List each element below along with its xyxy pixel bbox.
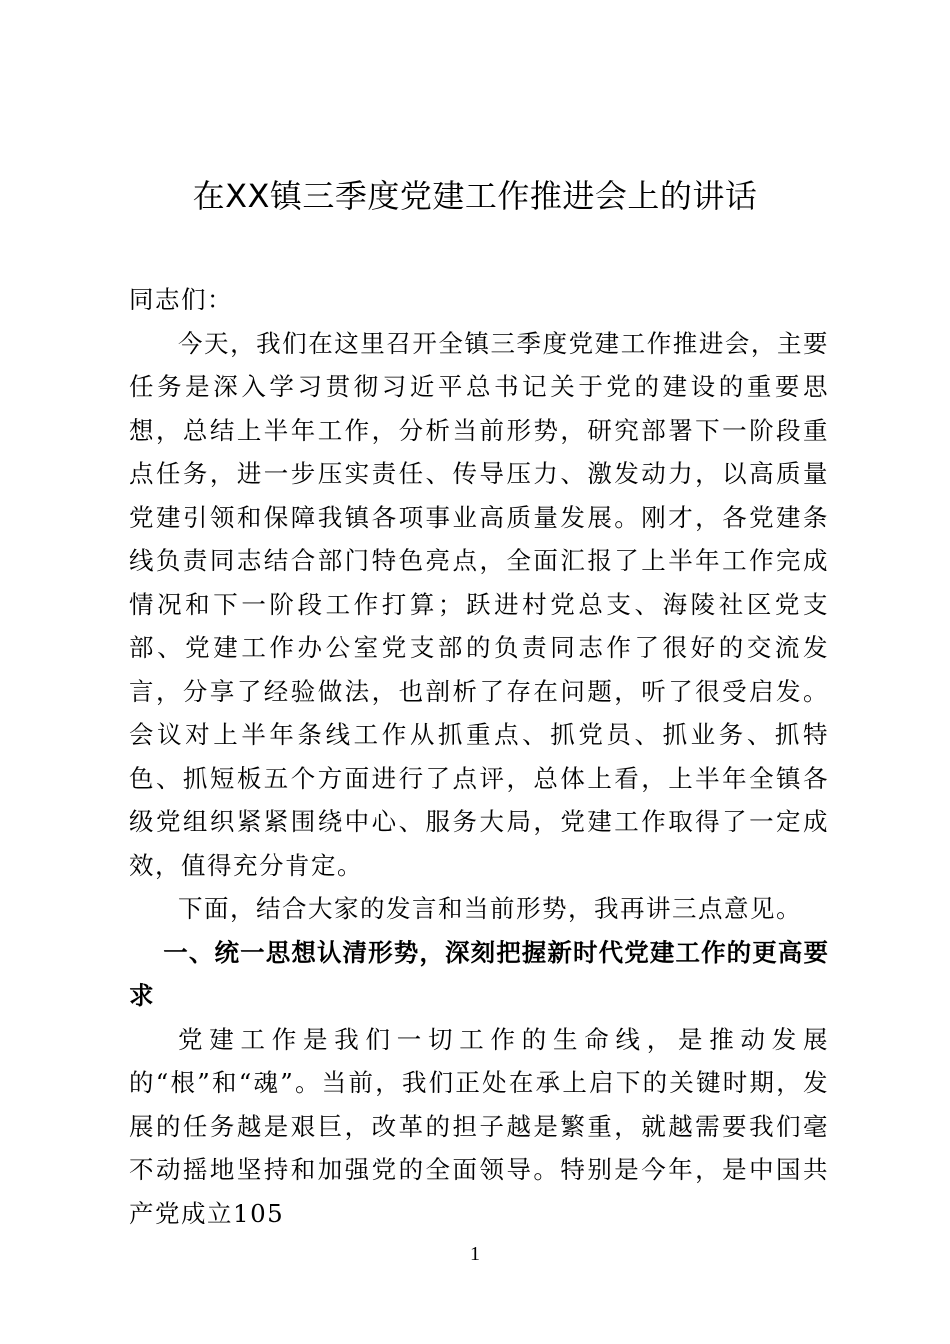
page-number: 1	[470, 1243, 480, 1265]
salutation: 同志们：	[129, 285, 233, 314]
paragraph-transition: 下面，结合大家的发言和当前形势，我再讲三点意见。	[178, 894, 802, 923]
document-body	[129, 278, 829, 1235]
document-title: 在XX镇三季度党建工作推进会上的讲话	[192, 177, 758, 215]
paragraph-section-one: 党建工作是我们一切工作的生命线，是推动发展的“根”和“魂”。当前，我们正处在承上启下的关键时期，发展的任务越是艰巨，改革的担子越是繁重，就越需要我们毫不动摇地坚持和加强党的全面领导。特别是今年，是中国共产党成立105	[129, 1024, 829, 1228]
section-heading: 一、统一思想认清形势，深刻把握新时代党建工作的更高要求	[129, 937, 829, 1010]
paragraph-opening: 今天，我们在这里召开全镇三季度党建工作推进会，主要任务是深入学习贯彻习近平总书记关于党的建设的重要思想，总结上半年工作，分析当前形势，研究部署下一阶段重点任务，进一步压实责任、传导压力、激发动力，以高质量党建引领和保障我镇各项事业高质量发展。刚才，各党建条线负责同志结合部门特色亮点，全面汇报了上半年工作完成情况和下一阶段工作打算；跃进村党总支、海陵社区党支部、党建工作办公室党支部的负责同志作了很好的交流发言，分享了经验做法，也剖析了存在问题，听了很受启发。会议对上半年条线工作从抓重点、抓党员、抓业务、抓特色、抓短板五个方面进行了点评，总体上看，上半年全镇各级党组织紧紧围绕中心、服务大局，党建工作取得了一定成效，值得充分肯定。	[129, 328, 829, 880]
